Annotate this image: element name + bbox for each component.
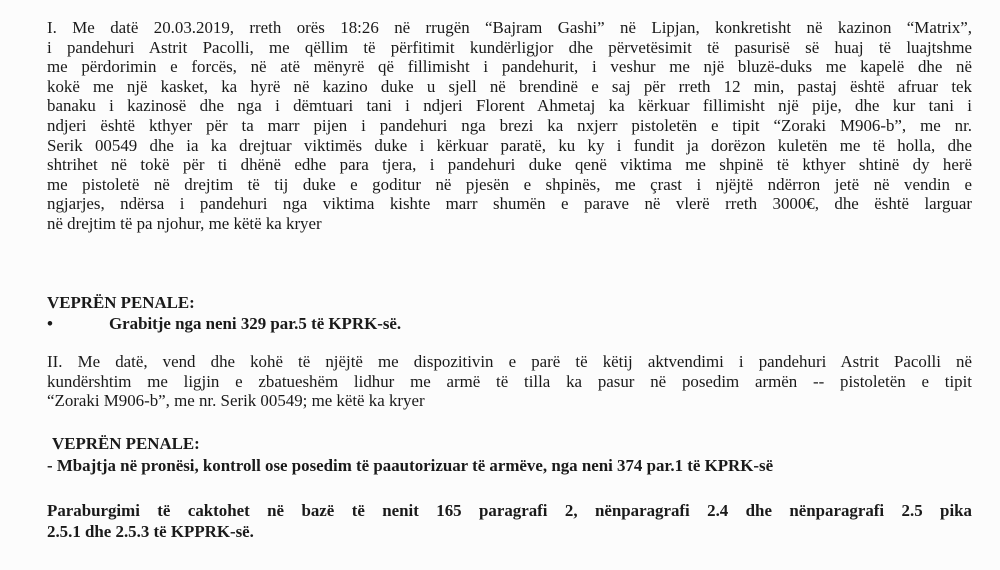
text-line: Serik 00549 dhe ia ka drejtuar viktimës duke i kërkuar paratë, ku ky i fundit ja dorëzon kuletën me të holla, dhe [47, 135, 972, 155]
text-line: I. Me datë 20.03.2019, rreth orës 18:26 në rrugën “Bajram Gashi” në Lipjan, konkretisht në kazinon “Matrix”, [47, 18, 972, 37]
criminal-offence-heading-1: VEPRËN PENALE: [47, 293, 195, 312]
text-line: në drejtim të pa njohur, me këtë ka kryer [47, 213, 322, 233]
charge-robbery-text: Grabitje nga neni 329 par.5 të KPRK-së. [109, 314, 402, 333]
bullet-icon: • [47, 314, 53, 333]
text-line: ndjeri është kthyer për ta marr pijen i pandehuri nga brezi ka nxjerr pistoletën e tipit “Zoraki M906-b”, me nr. [47, 115, 972, 135]
charge-robbery [47, 314, 401, 334]
text-line: II. Me datë, vend dhe kohë të njëjtë me dispozitivin e parë të këtij aktvendimi i pandehuri Astrit Pacolli në [47, 352, 972, 371]
text-line: banaku i kazinosë dhe nga i dëmtuari tani i ndjeri Florent Ahmetaj ka kërkuar fillimisht një pije, dhe kur tani i [47, 96, 972, 116]
text-line: Paraburgimi të caktohet në bazë të nenit 165 paragrafi 2, nënparagrafi 2.4 dhe nënparagrafi 2.5 pika [47, 501, 972, 520]
text-line: 2.5.1 dhe 2.5.3 të KPPRK-së. [47, 522, 254, 541]
text-line: ngjarjes, ndërsa i pandehuri nga viktima kishte marr shumën e parave në vlerë rreth 3000€, dhe është larguar [47, 194, 972, 214]
section-1-paragraph [47, 18, 972, 234]
charge-weapons: - Mbajtja në pronësi, kontroll ose posedim të paautorizuar të armëve, nga neni 374 par.1 të KPRK-së [47, 456, 774, 475]
text-line: i pandehuri Astrit Pacolli, me qëllim të përfitimit kundërligjor dhe përvetësimit të pasurisë së huaj të luajtshme [47, 37, 972, 57]
text-line: kokë me një kasket, ka hyrë në kazino duke u sjell në brendinë e saj për rreth 12 min, pastaj është afruar tek [47, 76, 972, 96]
text-line: kundërshtim me ligjin e zbatueshëm lidhur me armë të tilla ka pasur në posedim armën -- pistoletën e tipit [47, 371, 972, 391]
section-2-paragraph [47, 352, 972, 411]
text-line: shtrihet në tokë për ti dhënë edhe para tjera, i pandehuri duke qenë viktima me shpinë të kthyer shtinë dy herë [47, 155, 972, 175]
text-line: me pistoletë në drejtim të tij duke e goditur në pjesën e shpinës, me çrast i njëjtë ndërron jetë në vendin e [47, 174, 972, 194]
detention-paragraph [47, 500, 972, 542]
criminal-offence-heading-2: VEPRËN PENALE: [52, 434, 200, 453]
text-line: me përdorimin e forcës, në atë mënyrë që fillimisht i pandehurit, i veshur me një bluzë-duks me kapelë dhe në [47, 57, 972, 77]
text-line: “Zoraki M906-b”, me nr. Serik 00549; me këtë ka kryer [47, 391, 425, 411]
